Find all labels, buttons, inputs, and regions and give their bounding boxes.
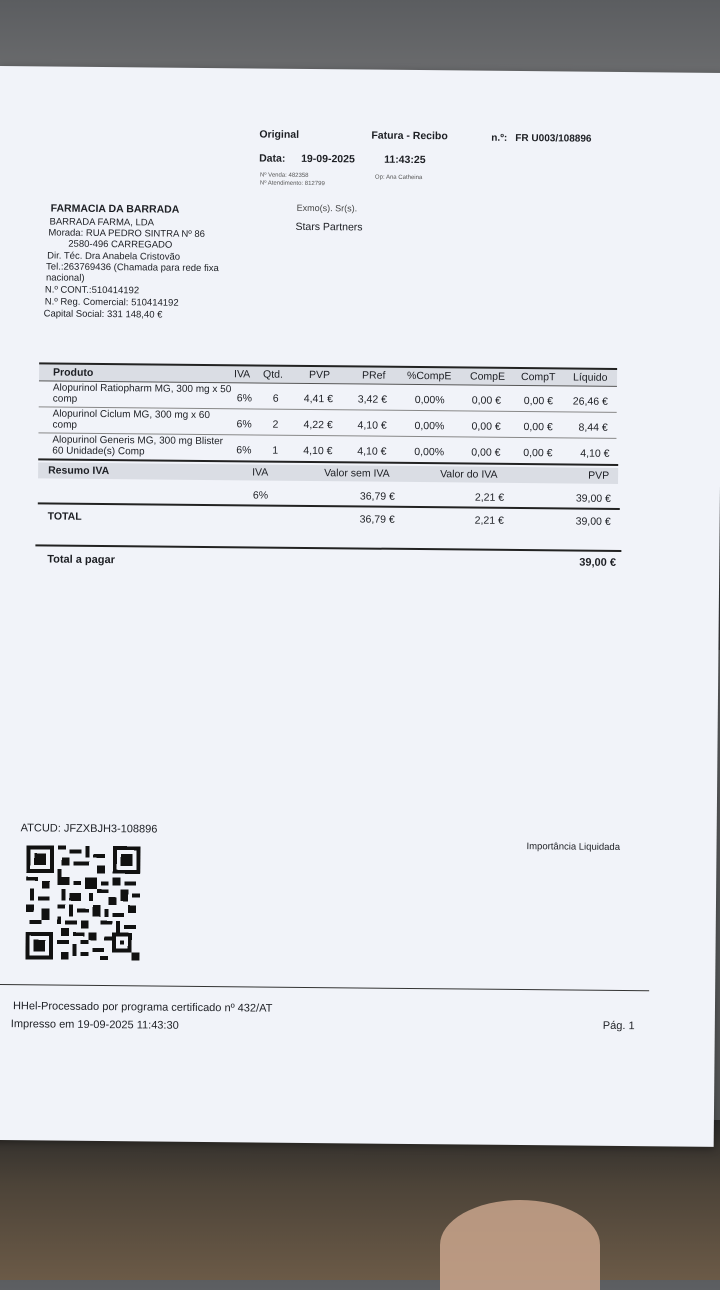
seller-phone-note: nacional) — [45, 272, 85, 284]
row-3-compe: 0,00 € — [471, 446, 501, 459]
iva-summary-pvp: 39,00 € — [575, 492, 611, 505]
row-3-liquido: 4,10 € — [580, 447, 610, 460]
page-number: Pág. 1 — [602, 1019, 635, 1033]
printed-timestamp: Impresso em 19-09-2025 11:43:30 — [10, 1018, 179, 1032]
row-3-iva: 6% — [236, 444, 252, 457]
document-type: Fatura - Recibo — [371, 129, 448, 143]
iva-summary-col-base: Valor sem IVA — [324, 467, 390, 480]
row-1-produto: Alopurinol Ratiopharm MG, 300 mg x 50 comp — [52, 382, 232, 405]
iva-summary-title: Resumo IVA — [48, 464, 110, 478]
row-2-liquido: 8,44 € — [578, 421, 608, 434]
row-1-pref: 3,42 € — [357, 393, 388, 406]
total-label: TOTAL — [47, 510, 82, 523]
invoice-paper — [0, 66, 720, 1147]
col-pcompe: %CompE — [406, 369, 452, 383]
row-1-liquido: 26,46 € — [572, 395, 608, 408]
background-hand — [440, 1200, 600, 1290]
row-2-pcompe: 0,00% — [414, 419, 445, 433]
total-to-pay-label: Total a pagar — [47, 553, 115, 567]
payment-rule — [35, 544, 621, 552]
iva-summary-rate: 6% — [252, 489, 269, 502]
total-to-pay-amount: 39,00 € — [579, 556, 617, 569]
col-liquido: Líquido — [572, 371, 608, 384]
iva-summary-base: 36,79 € — [359, 490, 395, 503]
row-2-pvp: 4,22 € — [303, 418, 333, 432]
seller-address-line2: 2580-496 CARREGADO — [68, 238, 173, 251]
iva-summary-tax: 2,21 € — [474, 491, 505, 504]
customer-salutation: Exmo(s). Sr(s). — [296, 202, 358, 214]
row-3-pvp: 4,10 € — [303, 444, 333, 458]
copy-type: Original — [259, 128, 300, 141]
row-2-qtd: 2 — [272, 418, 279, 431]
row-3-pref: 4,10 € — [357, 445, 387, 458]
invoice-date: 19-09-2025 — [301, 152, 355, 166]
total-base: 36,79 € — [359, 513, 395, 526]
row-3-qtd: 1 — [272, 444, 279, 457]
iva-summary-col-iva: IVA — [252, 466, 269, 479]
operator: Op: Ana Catheina — [374, 174, 423, 182]
row-3-produto: Alopurinol Generis MG, 300 mg Blister 60 Unidade(s) Comp — [52, 434, 224, 457]
invoice-time: 11:43:25 — [384, 153, 426, 167]
row-2-compe: 0,00 € — [471, 420, 501, 433]
footer-rule — [0, 984, 649, 991]
row-2-pref: 4,10 € — [357, 419, 387, 432]
total-pvp: 39,00 € — [575, 515, 611, 528]
row-1-iva: 6% — [236, 392, 253, 405]
seller-company: BARRADA FARMA, LDA — [49, 216, 155, 229]
sale-number: Nº Venda: 482358 — [259, 172, 309, 179]
col-pref: PRef — [361, 369, 386, 382]
col-qtd: Qtd. — [262, 368, 283, 381]
row-2-compt: 0,00 € — [523, 421, 553, 434]
document-number: FR U003/108896 — [515, 132, 592, 145]
seller-nif: N.º CONT.:510414192 — [44, 284, 140, 297]
col-compe: CompE — [469, 370, 506, 383]
col-pvp: PVP — [308, 368, 331, 382]
col-compt: CompT — [520, 371, 556, 384]
row-1-compe: 0,00 € — [471, 394, 502, 407]
iva-summary-rule — [38, 502, 620, 510]
date-label: Data: — [259, 152, 286, 165]
row-2-produto: Alopurinol Ciclum MG, 300 mg x 60 comp — [52, 408, 211, 431]
col-iva: IVA — [233, 368, 251, 381]
row-1-compt: 0,00 € — [523, 395, 554, 408]
attendance-number: Nº Atendimento: 812799 — [259, 180, 325, 188]
total-tax: 2,21 € — [474, 514, 504, 527]
row-2-iva: 6% — [236, 418, 252, 431]
seller-registration: N.º Reg. Comercial: 510414192 — [44, 296, 179, 309]
row-1-pcompe: 0,00% — [414, 393, 445, 407]
seller-director: Dir. Téc. Dra Anabela Cristovão — [47, 250, 181, 263]
seller-capital: Capital Social: 331 148,40 € — [43, 308, 163, 321]
certification-note: HHel-Processado por programa certificado nº 432/AT — [12, 1000, 273, 1015]
seller-address-line1: Morada: RUA PEDRO SINTRA Nº 86 — [48, 227, 206, 240]
seller-phone: Tel.:263769436 (Chamada para rede fixa — [46, 261, 219, 275]
row-3-pcompe: 0,00% — [414, 445, 445, 459]
document-number-label: n.º: — [491, 132, 508, 144]
row-3-compt: 0,00 € — [523, 447, 553, 460]
atcud: ATCUD: JFZXBJH3-108896 — [20, 822, 158, 836]
col-produto: Produto — [53, 366, 94, 379]
importancia-liquidada: Importância Liquidada — [526, 841, 621, 853]
iva-summary-col-tax: Valor do IVA — [440, 468, 498, 481]
row-1-pvp: 4,41 € — [303, 392, 334, 406]
customer-name: Stars Partners — [295, 220, 363, 234]
row-1-qtd: 6 — [272, 392, 279, 405]
qr-code-icon — [25, 844, 140, 961]
seller-name: FARMACIA DA BARRADA — [50, 202, 180, 216]
iva-summary-col-pvp: PVP — [588, 469, 610, 482]
